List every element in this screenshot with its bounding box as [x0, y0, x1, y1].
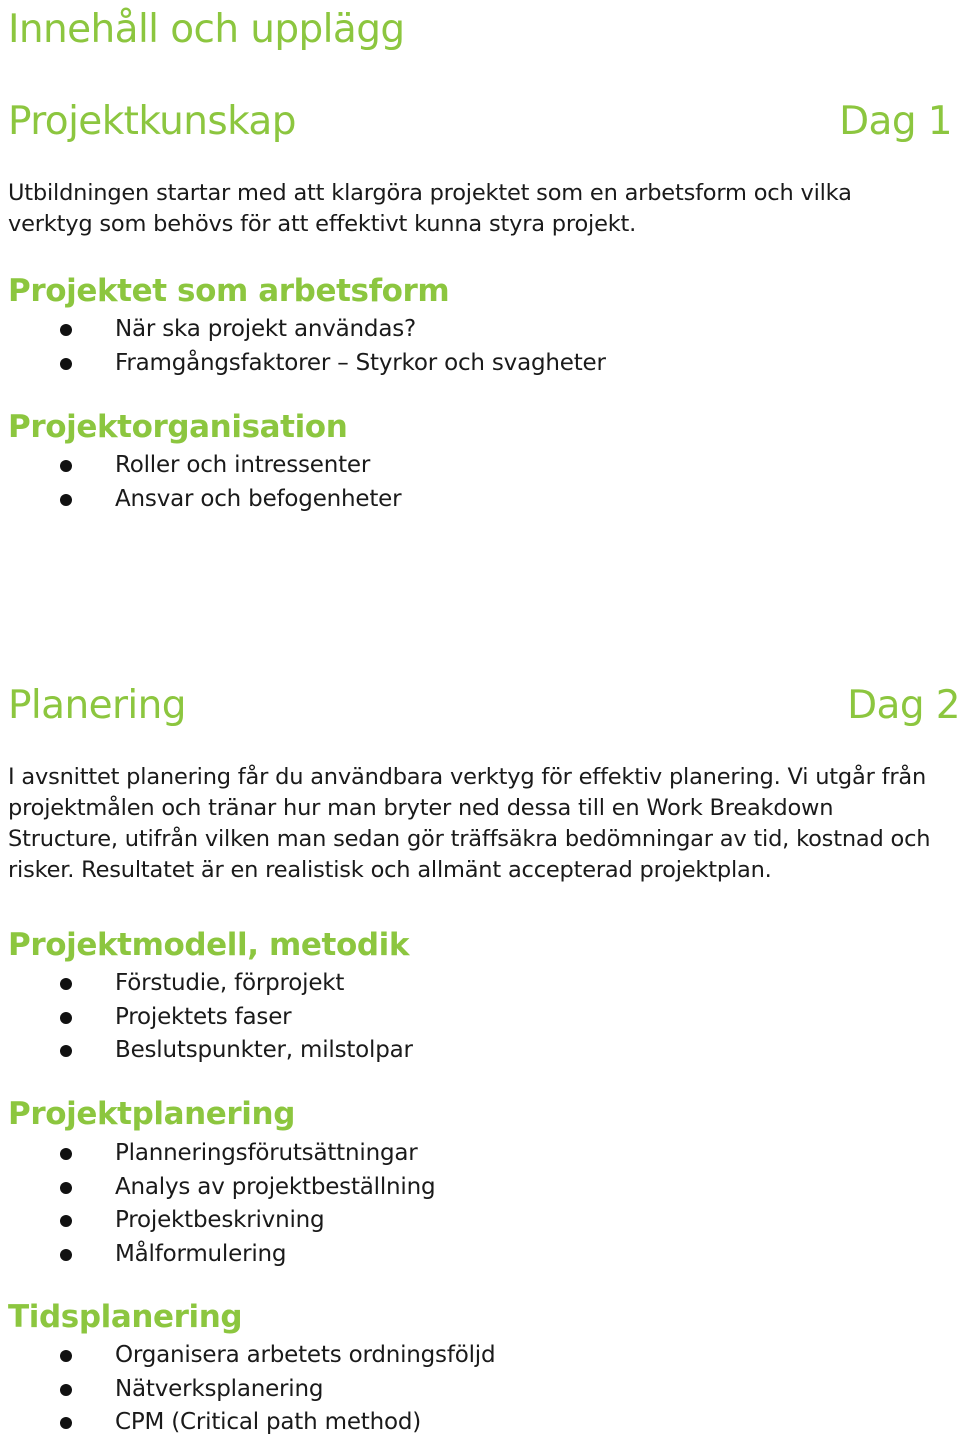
bullet-icon — [60, 1350, 72, 1362]
list-item-label: Analys av projektbeställning — [115, 1173, 436, 1200]
list-item — [0, 1034, 413, 1068]
topic-heading: Projektet som arbetsform — [8, 273, 450, 309]
topic-heading: Projektorganisation — [8, 409, 348, 445]
list-item-label: CPM (Critical path method) — [115, 1409, 422, 1436]
section-title: Projektkunskap — [8, 99, 296, 144]
topic-bullet-list — [0, 1339, 495, 1440]
list-item-label: Roller och intressenter — [115, 452, 371, 478]
bullet-icon — [60, 1215, 72, 1227]
list-item — [0, 313, 606, 347]
list-item — [0, 1001, 413, 1035]
list-item — [0, 1373, 495, 1407]
day-label: Dag 1 — [839, 99, 952, 144]
list-item-label: Ansvar och befogenheter — [115, 485, 402, 512]
bullet-icon — [60, 1182, 72, 1194]
bullet-icon — [60, 460, 72, 472]
section-header-projektkunskap — [8, 98, 952, 146]
topic-heading: Projektplanering — [8, 1096, 295, 1132]
bullet-icon — [60, 1148, 72, 1160]
list-item-label: Projektets faser — [115, 1003, 292, 1030]
list-item — [0, 347, 606, 381]
bullet-icon — [60, 494, 72, 506]
bullet-icon — [60, 1384, 72, 1396]
bullet-icon — [60, 358, 72, 370]
bullet-icon — [60, 1045, 72, 1057]
bullet-icon — [60, 1249, 72, 1261]
list-item — [0, 1406, 495, 1440]
list-item — [0, 1171, 435, 1205]
list-item-label: När ska projekt användas? — [115, 316, 417, 342]
topic-bullet-list — [0, 967, 413, 1068]
day-label: Dag 2 — [847, 683, 960, 728]
list-item — [0, 449, 401, 483]
section-intro: Utbildningen startar med att klargöra projektet som en arbetsform och vilka verktyg som behövs för att effektivt kunna styra projekt. — [8, 180, 852, 237]
list-item-label: Planneringsförutsättningar — [115, 1140, 418, 1166]
section-header-planering — [8, 682, 960, 730]
topic-bullet-list — [0, 313, 606, 380]
list-item — [0, 1137, 435, 1171]
list-item-label: Projektbeskrivning — [115, 1207, 325, 1234]
topic-heading: Tidsplanering — [8, 1299, 243, 1335]
list-item — [0, 1238, 435, 1272]
list-item — [0, 1204, 435, 1238]
page-title: Innehåll och upplägg — [8, 7, 405, 52]
list-item — [0, 1339, 495, 1373]
section-title: Planering — [8, 683, 186, 728]
list-item-label: Organisera arbetets ordningsföljd — [115, 1342, 496, 1368]
section-intro: I avsnittet planering får du användbara verktyg för effektiv planering. Vi utgår från projektmålen och tränar hur man bryter ned dessa till en Work Breakdown Structure, utifrån vilken man sedan gör träffsäkra bedömningar av tid, kostnad och risker. Resultatet är en realistisk och allmänt accepterad projektplan. — [8, 764, 931, 883]
bullet-icon — [60, 324, 72, 336]
list-item — [0, 483, 401, 517]
list-item-label: Framgångsfaktorer – Styrkor och svagheter — [115, 349, 606, 376]
bullet-icon — [60, 1417, 72, 1429]
bullet-icon — [60, 978, 72, 990]
list-item — [0, 967, 413, 1001]
list-item-label: Nätverksplanering — [115, 1375, 324, 1402]
list-item-label: Förstudie, förprojekt — [115, 970, 345, 996]
topic-heading: Projektmodell, metodik — [8, 927, 410, 963]
topic-bullet-list — [0, 1137, 435, 1272]
list-item-label: Beslutspunkter, milstolpar — [115, 1037, 413, 1064]
bullet-icon — [60, 1012, 72, 1024]
list-item-label: Målformulering — [115, 1241, 287, 1268]
topic-bullet-list — [0, 449, 401, 516]
